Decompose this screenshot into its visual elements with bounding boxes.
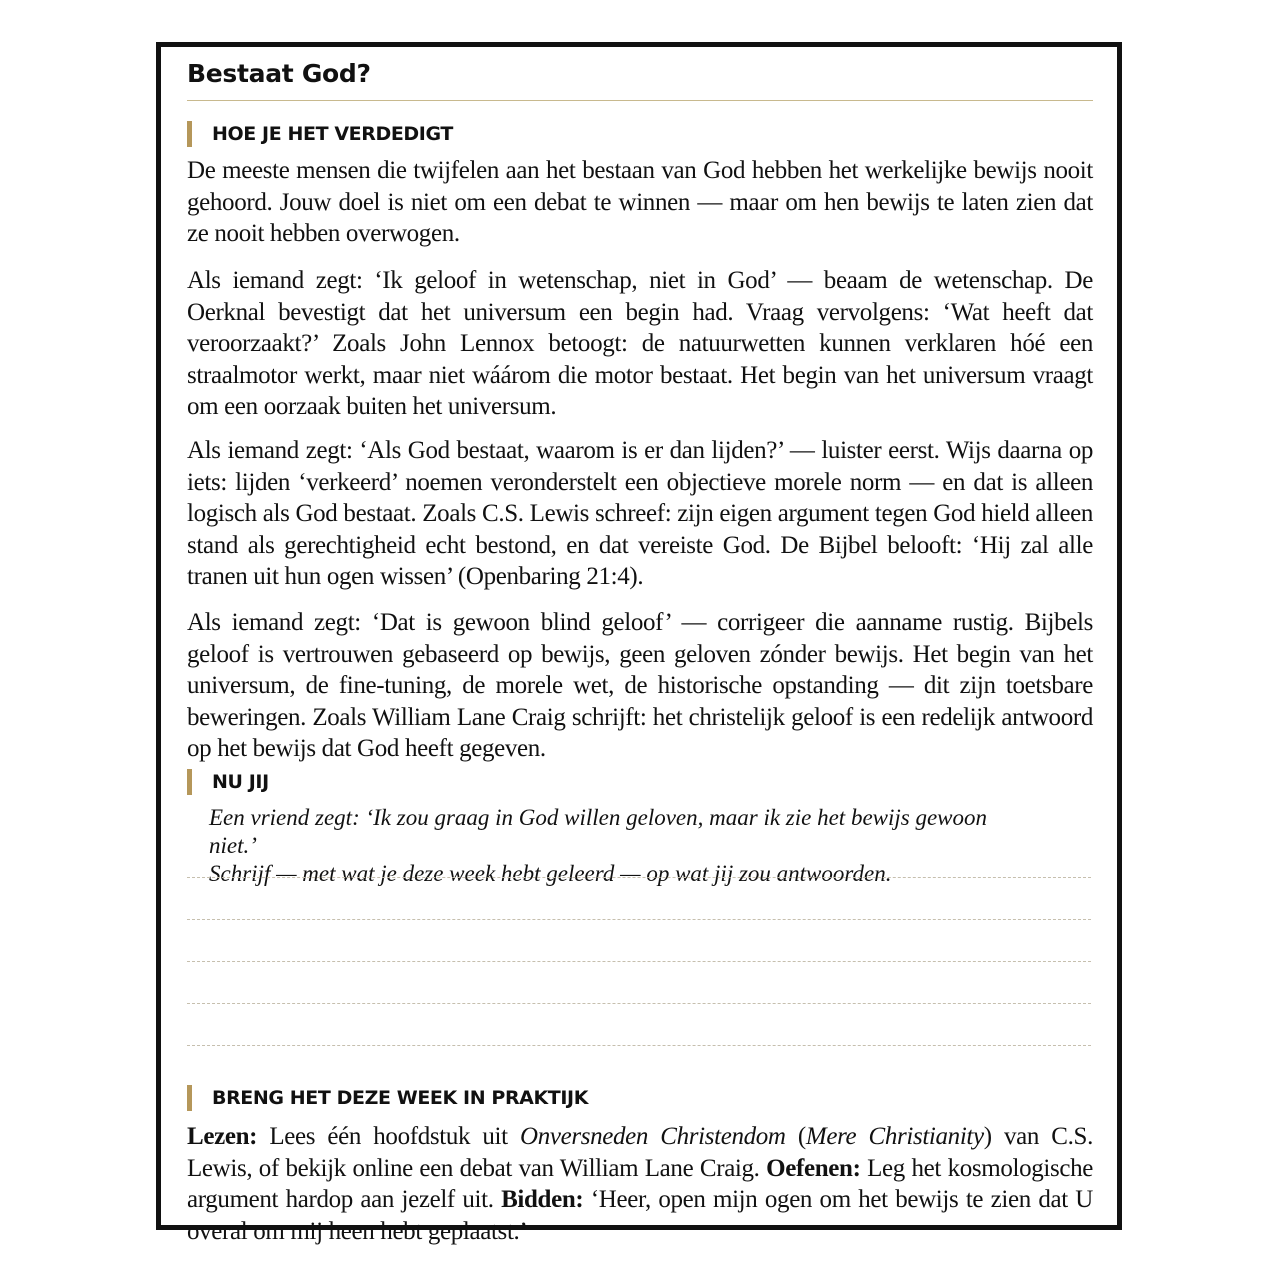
writing-prompt — [209, 804, 1033, 888]
pray-label: Bidden: — [501, 1186, 584, 1213]
practice-paragraph — [187, 1121, 1093, 1247]
read-book-title-en: Mere Christianity — [805, 1123, 984, 1150]
read-book-title: Onversneden Christendom — [519, 1123, 786, 1150]
section-heading-text: NU JIJ — [212, 771, 269, 793]
writing-line[interactable] — [187, 1045, 1091, 1046]
page-frame — [156, 42, 1122, 1245]
defend-paragraph-3: Als iemand zegt: ‘Als God bestaat, waarom is er dan lijden?’ — luister eerst. Wijs daarna op iets: lijden ‘verkeerd’ noemen veronderstelt een objectieve morele norm — en dat is alleen logisch als God bestaat. Zoals C.S. Lewis schreef: zijn eigen argument tegen God hield alleen stand als gerechtigheid echt bestond, en dat vereiste God. De Bijbel belooft: ‘Hij zal alle tranen uit hun ogen wissen’ (Openbaring 21:4). — [187, 437, 1093, 590]
page-content — [185, 47, 1094, 1245]
read-text: ) van C.S. Lewis, of bekijk online een debat van William Lane Craig. — [187, 1123, 1093, 1182]
practice-text: Leg het kosmologische argument hardop aan jezelf uit. — [187, 1154, 1094, 1213]
writing-line[interactable] — [187, 1003, 1091, 1004]
writing-line[interactable] — [187, 919, 1091, 920]
pray-text: ‘Heer, open mijn ogen om het bewijs te zien dat U overal om mij heen hebt geplaatst.’ — [187, 1186, 1093, 1245]
read-text: ( — [785, 1123, 806, 1150]
read-label: Lezen: — [187, 1123, 258, 1150]
section-heading-text: HOE JE HET VERDEDIGT — [212, 123, 453, 145]
writing-line[interactable] — [187, 961, 1091, 962]
defend-paragraph-2: Als iemand zegt: ‘Ik geloof in wetenschap, niet in God’ — beaam de wetenschap. De Oerknal bevestigt dat het universum een begin had. Vraag vervolgens: ‘Wat heeft dat veroorzaakt?’ Zoals John Lennox betoogt: de natuurwetten kunnen verklaren hóé een straalmotor werkt, maar niet wáárom die motor bestaat. Het begin van het universum vraagt om een oorzaak buiten het universum. — [187, 267, 1093, 420]
read-text: Lees één hoofdstuk uit — [257, 1123, 520, 1150]
writing-prompt-line-2: Schrijf — met wat je deze week hebt geleerd — op wat jij zou antwoorden. — [209, 861, 892, 886]
page-title: Bestaat God? — [187, 59, 371, 88]
defend-paragraph-1: De meeste mensen die twijfelen aan het bestaan van God hebben het werkelijke bewijs nooit gehoord. Jouw doel is niet om een debat te winnen — maar om hen bewijs te laten zien dat ze nooit hebben overwogen. — [187, 157, 1093, 247]
writing-line[interactable] — [187, 877, 1091, 878]
section-heading-defend — [187, 121, 453, 147]
accent-bar — [187, 1085, 192, 1111]
title-divider — [187, 100, 1093, 101]
accent-bar — [187, 121, 192, 147]
section-heading-you — [187, 769, 269, 795]
defend-paragraph-4: Als iemand zegt: ‘Dat is gewoon blind geloof’ — corrigeer die aanname rustig. Bijbels geloof is vertrouwen gebaseerd op bewijs, geen geloven zónder bewijs. Het begin van het universum, de fine-tuning, de morele wet, de historische opstanding — dit zijn toetsbare beweringen. Zoals William Lane Craig schrijft: het christelijk geloof is een redelijk antwoord op het bewijs dat God heeft gegeven. — [187, 609, 1093, 762]
writing-prompt-line-1: Een vriend zegt: ‘Ik zou graag in God willen geloven, maar ik zie het bewijs gewoon niet.’ — [209, 805, 988, 858]
accent-bar — [187, 769, 192, 795]
section-heading-text: BRENG HET DEZE WEEK IN PRAKTIJK — [212, 1087, 589, 1109]
practice-label: Oefenen: — [766, 1154, 861, 1182]
section-heading-practice — [187, 1085, 588, 1111]
